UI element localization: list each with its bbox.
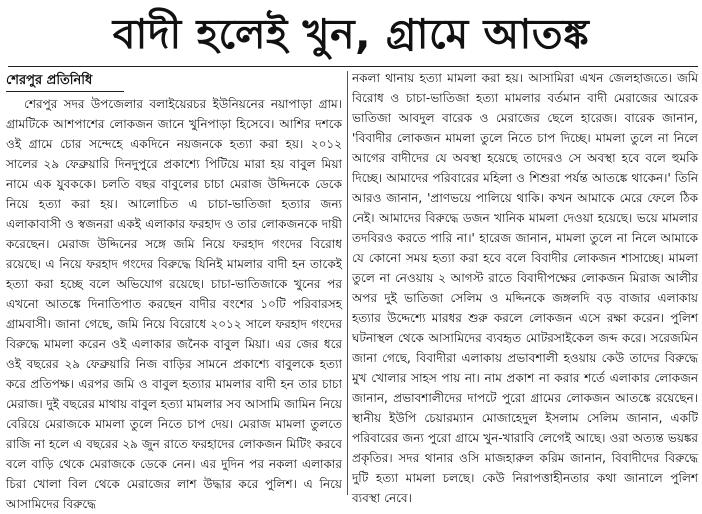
column-divider <box>347 71 348 495</box>
headline-divider <box>8 66 698 67</box>
headline: বাদী হলেই খুন, গ্রামে আতঙ্ক <box>112 10 590 58</box>
article-body-left: শেরপুর সদর উপজেলার বলাইয়েরচর ইউনিয়নের নয়াপাড়া গ্রাম। গ্রামটিকে আশপাশের লোকজন জানে খুনিপাড়া হিসেবে। আশির দশকে ওই গ্রামে চোর সন্দেহে একদিনে নয়জনকে হত্যা করা হয়। ২০১২ সালের ২৯ ফেব্রুয়ারি দিনদুপুরে প্রকাশ্যে পিটিয়ে মারা হয় বাবুল মিয়া নামে এক যুবককে। চলতি বছর বাবুলের চাচা মেরাজ উদ্দিনকে ডেকে নিয়ে হত্যা করা হয়। আলোচিত এ চাচা-ভাতিজা হত্যার জন্য এলাকাবাসী ও স্বজনরা একই এলাকার ফরহাদ ও তার লোকজনকে দায়ী করেছেন। মেরাজ উদ্দিনের সঙ্গে জমি নিয়ে ফরহাদ গংদের বিরোধ রয়েছে। এ নিয়ে ফরহাদ গংদের বিরুদ্ধে যিনিই মামলার বাদী হন তাকেই হত্যা করা হচ্ছে বলে অভিযোগ রয়েছে। চাচা-ভাতিজাকে খুনের পর এখনো আতঙ্কে দিনাতিপাত করছেন বাদীর বংশের ১০টি পরিবারসহ গ্রামবাসী। জানা গেছে, জমি নিয়ে বিরোধে ২০১২ সালে ফরহাদ গংদের বিরুদ্ধে মামলা করেন ওই এলাকার জনৈক বাবুল মিয়া। এর জের ধরে ওই বছরের ২৯ ফেব্রুয়ারি নিজ বাড়ির সামনে প্রকাশ্যে বাবুলকে হত্যা করে প্রতিপক্ষ। এরপর জমি ও বাবুল হত্যার মামলার বাদী হন তার চাচা মেরাজ। দুই বছরের মাথায় বাবুল হত্যা মামলার সব আসামি জামিন নিয়ে বেরিয়ে মেরাজকে মামলা তুলে নিতে চাপ দেয়। মেরাজ মামলা তুলতে রাজি না হলে এ বছরের ২৯ জুন রাতে ফরহাদের লোকজন মিটিং করবে বলে বাড়ি থেকে মেরাজকে ডেকে নেন। এর দুদিন পর নকলা এলাকার চিরা খোলা বিল থেকে মেরাজের লাশ উদ্ধার করে পুলিশ। এ নিয়ে আসামিদের বিরুদ্ধে <box>6 97 342 511</box>
article-column-right <box>352 68 698 505</box>
article-column-left <box>6 94 342 511</box>
byline-underline <box>6 91 124 92</box>
article-body-right: নকলা থানায় হত্যা মামলা করা হয়। আসামিরা এখন জেলহাজতে। জমি বিরোধ ও চাচা-ভাতিজা হত্যা মামলার বর্তমান বাদী মেরাজের আরেক ভাতিজা আবদুল বারেক ও মেরাজের ছেলে হারেজ। বারেক জানান, 'বিবাদীর লোকজন মামলা তুলে নিতে চাপ দিচ্ছে। মামলা তুলে না নিলে আগের বাদীদের যে অবস্থা হয়েছে তাদেরও সে অবস্থা হবে বলে হুমকি দিচ্ছে। আমাদের পরিবারের মহিলা ও শিশুরা পর্যন্ত আতঙ্কে থাকেন।' তিনি আরও জানান, 'প্রাণভয়ে পালিয়ে থাকি। কখন আমাকে মেরে ফেলে ঠিক নেই। আমাদের বিরুদ্ধে ডজন খানিক মামলা দেওয়া হয়েছে। ভয়ে মামলার তদবিরও করতে পারি না।' হারেজ জানান, মামলা তুলে না নিলে আমাকে যে কোনো সময় হত্যা করা হবে বলে বিবাদীর লোকজন শাসাচ্ছে। মামলা তুলে না নেওয়ায় ২ আগস্ট রাতে বিবাদীপক্ষের লোকজন মিরাজ আলীর অপর দুই ভাতিজা সেলিম ও মদ্দিনকে জঙ্গলদি বড় বাজার এলাকায় হত্যার উদ্দেশ্যে মারধর শুরু করলে লোকজন এসে রক্ষা করেন। পুলিশ ঘটনাস্থল থেকে আসামিদের ব্যবহৃত মোটরসাইকেল জব্দ করে। সরেজমিন জানা গেছে, বিবাদীরা এলাকায় প্রভাবশালী হওয়ায় কেউ তাদের বিরুদ্ধে মুখ খোলার সাহস পায় না। নাম প্রকাশ না করার শর্তে এলাকার লোকজন জানান, প্রভাবশালীদের দাপটে পুরো গ্রামের লোকজন আতঙ্কে রয়েছেন। স্থানীয় ইউপি চেয়ারম্যান মোজাহেদুল ইসলাম সেলিম জানান, একটি পরিবারের জন্য পুরো গ্রামে খুন-খারাবি লেগেই আছে। ওরা অত্যন্ত ভয়ঙ্কর প্রকৃতির। সদর থানার ওসি মাজহারুল করিম জানান, বিবাদীদের বিরুদ্ধে দুটি হত্যা মামলা চলছে। কেউ নিরাপত্তাহীনতার কথা জানালে পুলিশ ব্যবস্থা নেবে। <box>352 71 698 505</box>
byline: শেরপুর প্রতিনিধি <box>6 73 93 88</box>
